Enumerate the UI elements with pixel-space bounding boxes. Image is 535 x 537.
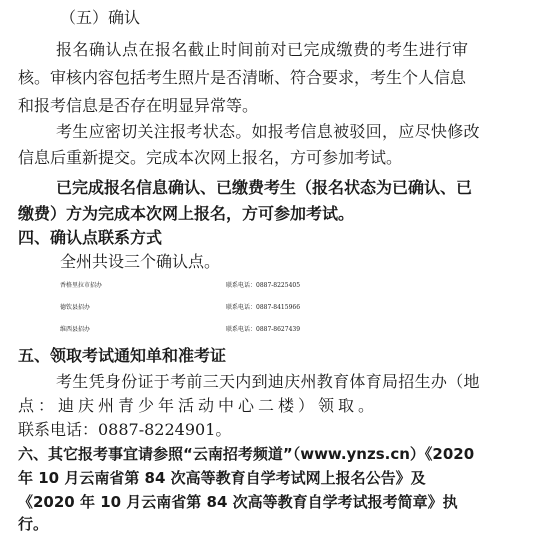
contact-office-name: 维西县招办 [60, 326, 91, 333]
paragraph-line: 报名确认点在报名截止时间前对已完成缴费的考生进行审 [56, 40, 469, 59]
bold-notice-line: 已完成报名信息确认、已缴费考生（报名状态为已确认、已 [56, 178, 473, 197]
paragraph-line: 考生凭身份证于考前三天内到迪庆州教育体育局招生办（地 [56, 372, 480, 391]
bold-notice-line: 缴费）方为完成本次网上报名，方可参加考试。 [18, 204, 355, 223]
paragraph-line: 点：迪庆州青少年活动中心二楼）领取。 [18, 396, 379, 415]
section-heading-admission-ticket: 五、领取考试通知单和准考证 [18, 346, 227, 365]
paragraph-line: 和报考信息是否存在明显异常等。 [18, 96, 259, 115]
paragraph-line: 信息后重新提交。完成本次网上报名，方可参加考试。 [18, 148, 403, 167]
contact-phone: 联系电话：0887-8225405 [226, 282, 301, 289]
contact-row [0, 298, 535, 320]
section-heading-confirm: （五）确认 [60, 8, 141, 27]
contact-phone: 联系电话：0887-8627439 [226, 326, 301, 333]
contact-phone: 联系电话：0887-8415966 [226, 304, 301, 311]
paragraph-line: 联系电话：0887-8224901。 [18, 420, 232, 439]
paragraph-line: 核。审核内容包括考生照片是否清晰、符合要求，考生个人信息 [18, 68, 467, 87]
contact-office-name: 香格里拉市招办 [60, 282, 103, 289]
paragraph-line: 考生应密切关注报考状态。如报考信息被驳回，应尽快修改 [56, 122, 480, 141]
contact-row [0, 320, 535, 342]
contacts-intro: 全州共设三个确认点。 [60, 252, 221, 271]
bold-paragraph-line: 六、其它报考事宜请参照“云南招考频道”（www.ynzs.cn）《2020 [18, 445, 475, 463]
bold-paragraph-line: 年 10 月云南省第 84 次高等教育自学考试网上报名公告》及 [18, 469, 426, 487]
section-heading-contacts: 四、确认点联系方式 [18, 228, 163, 247]
contact-office-name: 德钦县招办 [60, 304, 91, 311]
bold-paragraph-line: 行。 [18, 515, 49, 533]
bold-paragraph-line: 《2020 年 10 月云南省第 84 次高等教育自学考试报考简章》执 [18, 493, 458, 511]
contact-row [0, 276, 535, 298]
